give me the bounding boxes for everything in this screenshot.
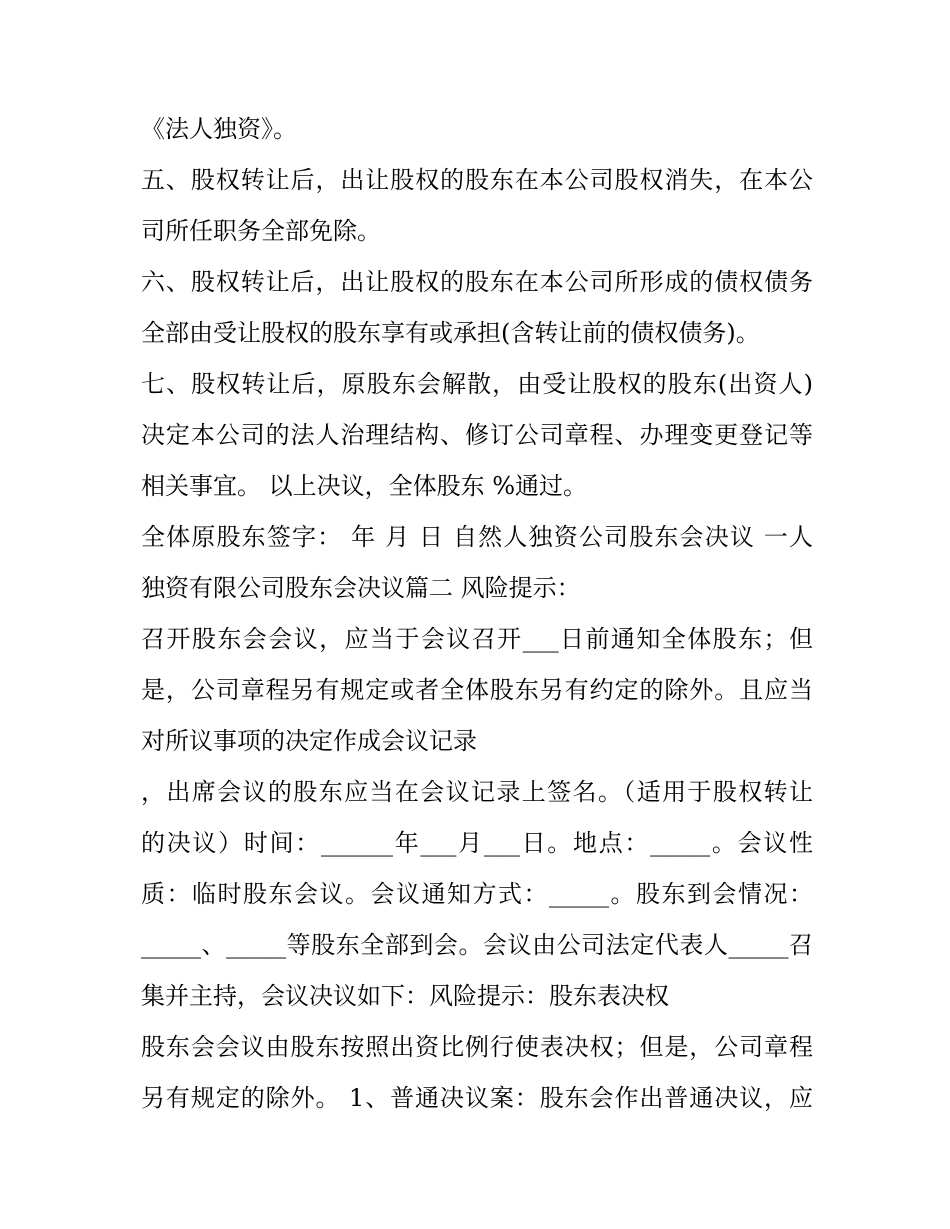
text-line: 全体原股东签字： 年 月 日 自然人独资公司股东会决议 一人 bbox=[141, 523, 813, 551]
text-line: 质：临时股东会议。会议通知方式：_____。股东到会情况： bbox=[141, 880, 813, 908]
text-line: 是，公司章程另有规定或者全体股东另有约定的除外。且应当 bbox=[141, 676, 813, 704]
text-line: 《法人独资》。 bbox=[141, 115, 297, 143]
text-line: 相关事宜。 以上决议，全体股东 %通过。 bbox=[141, 472, 588, 500]
text-line: 全部由受让股权的股东享有或承担(含转让前的债权债务)。 bbox=[141, 319, 760, 347]
text-line: 独资有限公司股东会决议篇二 风险提示： bbox=[141, 574, 581, 602]
text-line: 对所议事项的决定作成会议记录 bbox=[141, 727, 477, 755]
text-line: 的决议）时间：______年___月___日。地点：_____。会议性 bbox=[141, 829, 813, 857]
text-line: 司所任职务全部免除。 bbox=[141, 217, 381, 245]
text-line: 五、股权转让后，出让股权的股东在本公司股权消失，在本公 bbox=[141, 166, 813, 194]
text-line: ，出席会议的股东应当在会议记录上签名。（适用于股权转让 bbox=[141, 778, 813, 806]
text-line: 集并主持，会议决议如下：风险提示：股东表决权 bbox=[141, 982, 669, 1010]
document-body bbox=[141, 104, 813, 1124]
text-line: 六、股权转让后，出让股权的股东在本公司所形成的债权债务 bbox=[141, 268, 813, 296]
text-line: 召开股东会会议，应当于会议召开___日前通知全体股东；但 bbox=[141, 625, 813, 653]
text-line: 七、股权转让后，原股东会解散，由受让股权的股东(出资人) bbox=[141, 370, 813, 398]
text-line: 另有规定的除外。 1、普通决议案：股东会作出普通决议，应 bbox=[141, 1084, 813, 1112]
text-line: 股东会会议由股东按照出资比例行使表决权；但是，公司章程 bbox=[141, 1033, 813, 1061]
text-line: 决定本公司的法人治理结构、修订公司章程、办理变更登记等 bbox=[141, 421, 813, 449]
text-line: _____、_____等股东全部到会。会议由公司法定代表人_____召 bbox=[141, 931, 813, 959]
